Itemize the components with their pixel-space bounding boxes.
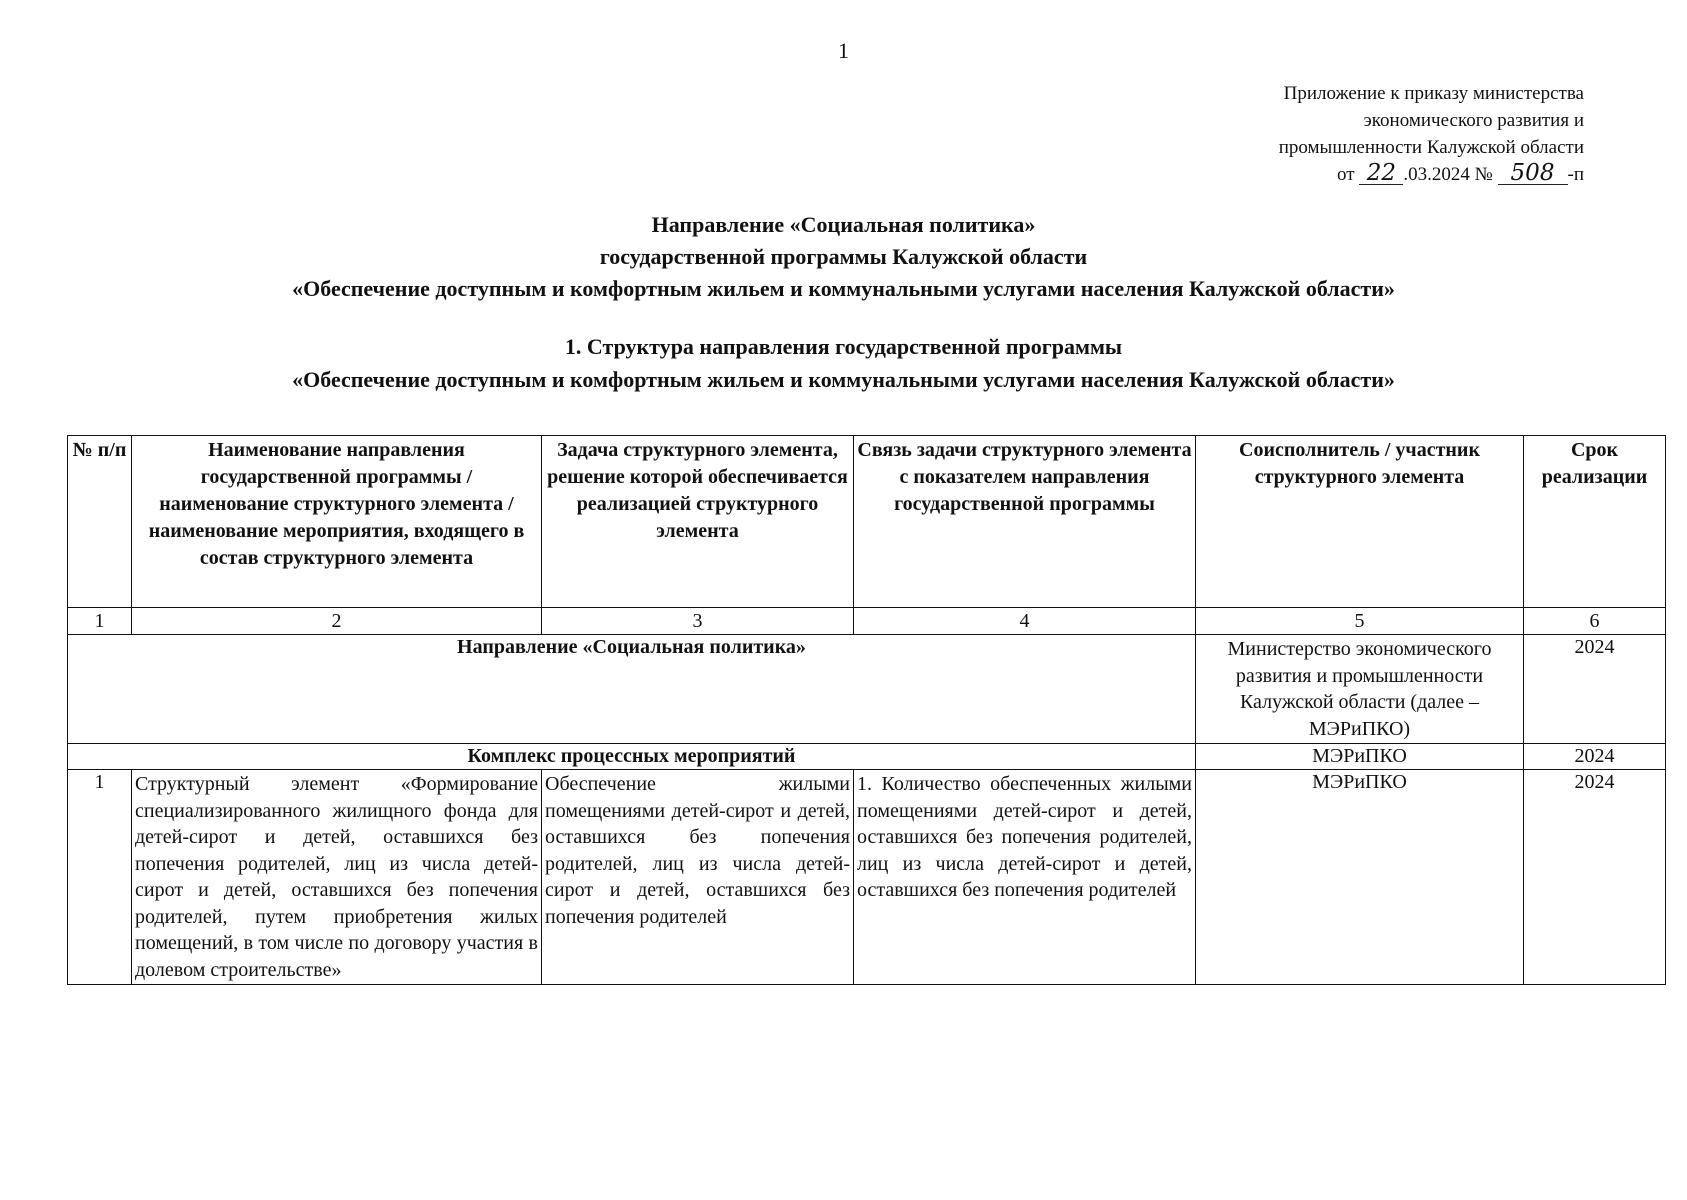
appendix-line-1: Приложение к приказу министерства — [1283, 83, 1584, 104]
complex-name: Комплекс процессных мероприятий — [68, 744, 1196, 770]
row-executor: МЭРиПКО — [1196, 770, 1524, 985]
appendix-line-3: промышленности Калужской области — [1278, 137, 1584, 158]
col-number: 3 — [542, 608, 854, 635]
col-number: 6 — [1524, 608, 1666, 635]
complex-row — [68, 744, 1666, 770]
handwritten-order-number: 508 — [1498, 162, 1568, 185]
direction-term: 2024 — [1524, 635, 1666, 744]
header-executor: Соисполнитель / участник структурного элемента — [1196, 436, 1524, 608]
col-number: 5 — [1196, 608, 1524, 635]
header-term: Срок реализации — [1524, 436, 1666, 608]
complex-term: 2024 — [1524, 744, 1666, 770]
date-rest: .03.2024 № — [1403, 164, 1493, 185]
section-title — [0, 330, 1687, 396]
header-task: Задача структурного элемента, решение которой обеспечивается реализацией структурного элемента — [542, 436, 854, 608]
structure-table — [67, 435, 1666, 985]
row-indicator-link: 1. Количество обеспеченных жилыми помещениями детей-сирот и детей, оставшихся без попечения родителей, лиц из числа детей-сирот и детей, оставшихся без попечения родителей — [854, 770, 1196, 985]
title-line-3: «Обеспечение доступным и комфортным жильем и коммунальными услугами населения Калужской области» — [292, 276, 1395, 301]
header-name: Наименование направления государственной программы / наименование структурного элемента / наименование мероприятия, входящего в состав структурного элемента — [132, 436, 542, 608]
section-title-line-1: 1. Структура направления государственной программы — [564, 334, 1123, 359]
header-link: Связь задачи структурного элемента с показателем направления государственной программы — [854, 436, 1196, 608]
table-header-row — [68, 436, 1666, 608]
appendix-block — [1164, 80, 1584, 188]
col-number: 2 — [132, 608, 542, 635]
from-label: от — [1337, 164, 1355, 185]
row-structural-element: Структурный элемент «Формирование специализированного жилищного фонда для детей-сирот и детей, оставшихся без попечения родителей, лиц из числа детей-сирот и детей, оставшихся без попечения родителей, путем приобретения жилых помещений, в том числе по договору участия в долевом строительстве» — [132, 770, 542, 985]
direction-row — [68, 635, 1666, 744]
direction-name: Направление «Социальная политика» — [68, 635, 1196, 744]
section-title-line-2: «Обеспечение доступным и комфортным жильем и коммунальными услугами населения Калужской области» — [292, 367, 1395, 392]
header-num: № п/п — [68, 436, 132, 608]
title-line-1: Направление «Социальная политика» — [651, 212, 1036, 237]
order-suffix: -п — [1567, 164, 1584, 185]
title-line-2: государственной программы Калужской области — [599, 244, 1088, 269]
page-number: 1 — [838, 38, 849, 63]
appendix-date-line — [1164, 161, 1584, 188]
table-row — [68, 770, 1666, 985]
row-task: Обеспечение жилыми помещениями детей-сирот и детей, оставшихся без попечения родителей, лиц из числа детей-сирот и детей, оставшихся без попечения родителей — [542, 770, 854, 985]
complex-executor: МЭРиПКО — [1196, 744, 1524, 770]
document-title — [0, 209, 1687, 305]
direction-executor: Министерство экономического развития и промышленности Калужской области (далее – МЭРиПКО) — [1196, 635, 1524, 744]
column-numbers-row — [68, 608, 1666, 635]
handwritten-day: 22 — [1359, 162, 1403, 185]
row-term: 2024 — [1524, 770, 1666, 985]
col-number: 1 — [68, 608, 132, 635]
appendix-line-2: экономического развития и — [1363, 110, 1584, 131]
row-num: 1 — [68, 770, 132, 985]
col-number: 4 — [854, 608, 1196, 635]
